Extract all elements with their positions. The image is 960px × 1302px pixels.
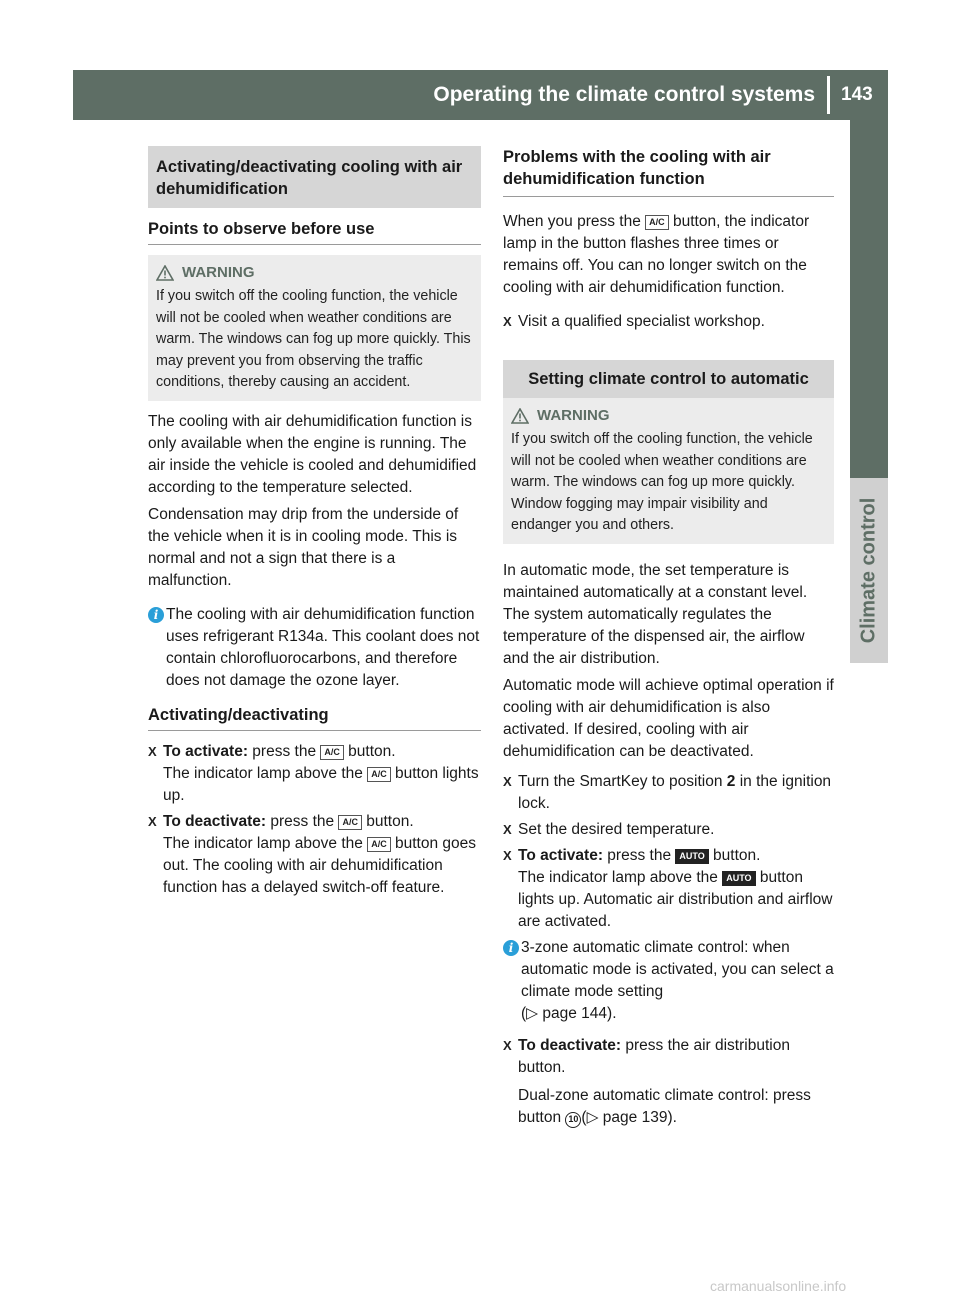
paragraph: In automatic mode, the set temperature is maintained automatically at a constant level. The system automatically regulates the temperature of the dispensed air, the airflow and the air distribution.: [503, 561, 808, 667]
paragraph: The cooling with air dehumidification function is only available when the engine is running. The air inside the vehicle is cooled and dehumidified according to the temperature selected.: [148, 412, 477, 496]
warning-heading: WARNING: [511, 406, 826, 426]
side-tab-bar: [850, 120, 888, 478]
warning-text: If you switch off the cooling function, the vehicle will not be cooled when weather conditions are warm. The windows can fog up more quickly. Window fogging may impair visibility and endanger you and others.: [511, 431, 813, 533]
chapter-title: Operating the climate control systems: [433, 83, 815, 106]
info-icon: i: [148, 607, 164, 623]
subhead-activating: Activating/deactivating: [148, 704, 481, 731]
warning-heading: WARNING: [156, 263, 473, 283]
step-item: X To deactivate: press the air distribution button. Dual-zone automatic climate control: press button 10 (▷ page 139).: [503, 1035, 834, 1129]
side-tab-label: Climate control: [857, 497, 880, 644]
info-note: [148, 604, 481, 692]
step-item: X To activate: press the AUTO button. The indicator lamp above the AUTO button lights up. Automatic air distribution and airflow are activated.: [503, 845, 834, 933]
step-item: X Set the desired temperature.: [503, 819, 834, 841]
ac-key-icon: A/C: [338, 815, 362, 830]
info-icon: i: [503, 940, 519, 956]
warning-box: [148, 255, 481, 401]
info-text: 3-zone automatic climate control: when automatic mode is activated, you can select a climate mode setting: [521, 938, 834, 1000]
paragraph: Condensation may drip from the underside of the vehicle when it is in cooling mode. This is normal and not a sign that there is a malfunction.: [148, 505, 459, 589]
page-number: 143: [841, 84, 873, 105]
ac-key-icon: A/C: [367, 767, 391, 782]
paragraph: When you press the A/C button, the indicator lamp in the button flashes three times or remains off. You can no longer switch on the cooling with air dehumidification function.: [503, 213, 810, 296]
step-marker-icon: X: [503, 847, 512, 863]
page-reference: (▷ page 144).: [521, 1004, 617, 1022]
ac-key-icon: A/C: [367, 837, 391, 852]
step-marker-icon: X: [503, 314, 512, 329]
warning-triangle-icon: [511, 408, 529, 424]
step-marker-icon: X: [503, 773, 512, 789]
step-marker-icon: X: [503, 1037, 512, 1053]
warning-triangle-icon: [156, 265, 174, 281]
warning-box: [503, 398, 834, 544]
step-marker-icon: X: [503, 821, 512, 837]
info-note: [503, 937, 834, 1025]
section-title-automatic: Setting climate control to automatic: [503, 360, 834, 398]
step-marker-icon: X: [148, 813, 157, 829]
ac-key-icon: A/C: [320, 745, 344, 760]
warning-text: If you switch off the cooling function, the vehicle will not be cooled when weather conditions are warm. The windows can fog up more quickly. This may prevent you from observing the traffic conditions, thereby causing an accident.: [156, 288, 471, 390]
button-10-icon: 10: [565, 1112, 581, 1128]
step-marker-icon: X: [148, 743, 157, 759]
header-separator: [827, 76, 830, 114]
step-item: X Turn the SmartKey to position 2 in the ignition lock.: [503, 771, 834, 815]
left-column: [148, 146, 481, 903]
right-column: [503, 146, 834, 1133]
subhead-problems: Problems with the cooling with air dehumidification function: [503, 146, 834, 197]
auto-key-icon: AUTO: [675, 849, 708, 864]
footer-watermark: carmanualsonline.info: [710, 1278, 847, 1294]
step-item: X To activate: press the A/C button. The indicator lamp above the A/C button lights up.: [148, 741, 481, 807]
info-text: The cooling with air dehumidification function uses refrigerant R134a. This coolant does not contain chlorofluorocarbons, and therefore does not damage the ozone layer.: [166, 605, 480, 689]
auto-key-icon: AUTO: [722, 871, 755, 886]
ac-key-icon: A/C: [645, 215, 669, 230]
paragraph: Automatic mode will achieve optimal operation if cooling with air dehumidification is also activated. If desired, cooling with air dehumidification can be deactivated.: [503, 676, 834, 760]
subhead-points: Points to observe before use: [148, 218, 481, 245]
step-item: X To deactivate: press the A/C button. The indicator lamp above the A/C button goes out. The cooling with air dehumidification function has a delayed switch-off feature.: [148, 811, 481, 899]
section-title-cooling: Activating/deactivating cooling with air dehumidification: [148, 146, 481, 208]
page-header: [73, 70, 888, 120]
step-item: X Visit a qualified specialist workshop.: [503, 311, 834, 333]
